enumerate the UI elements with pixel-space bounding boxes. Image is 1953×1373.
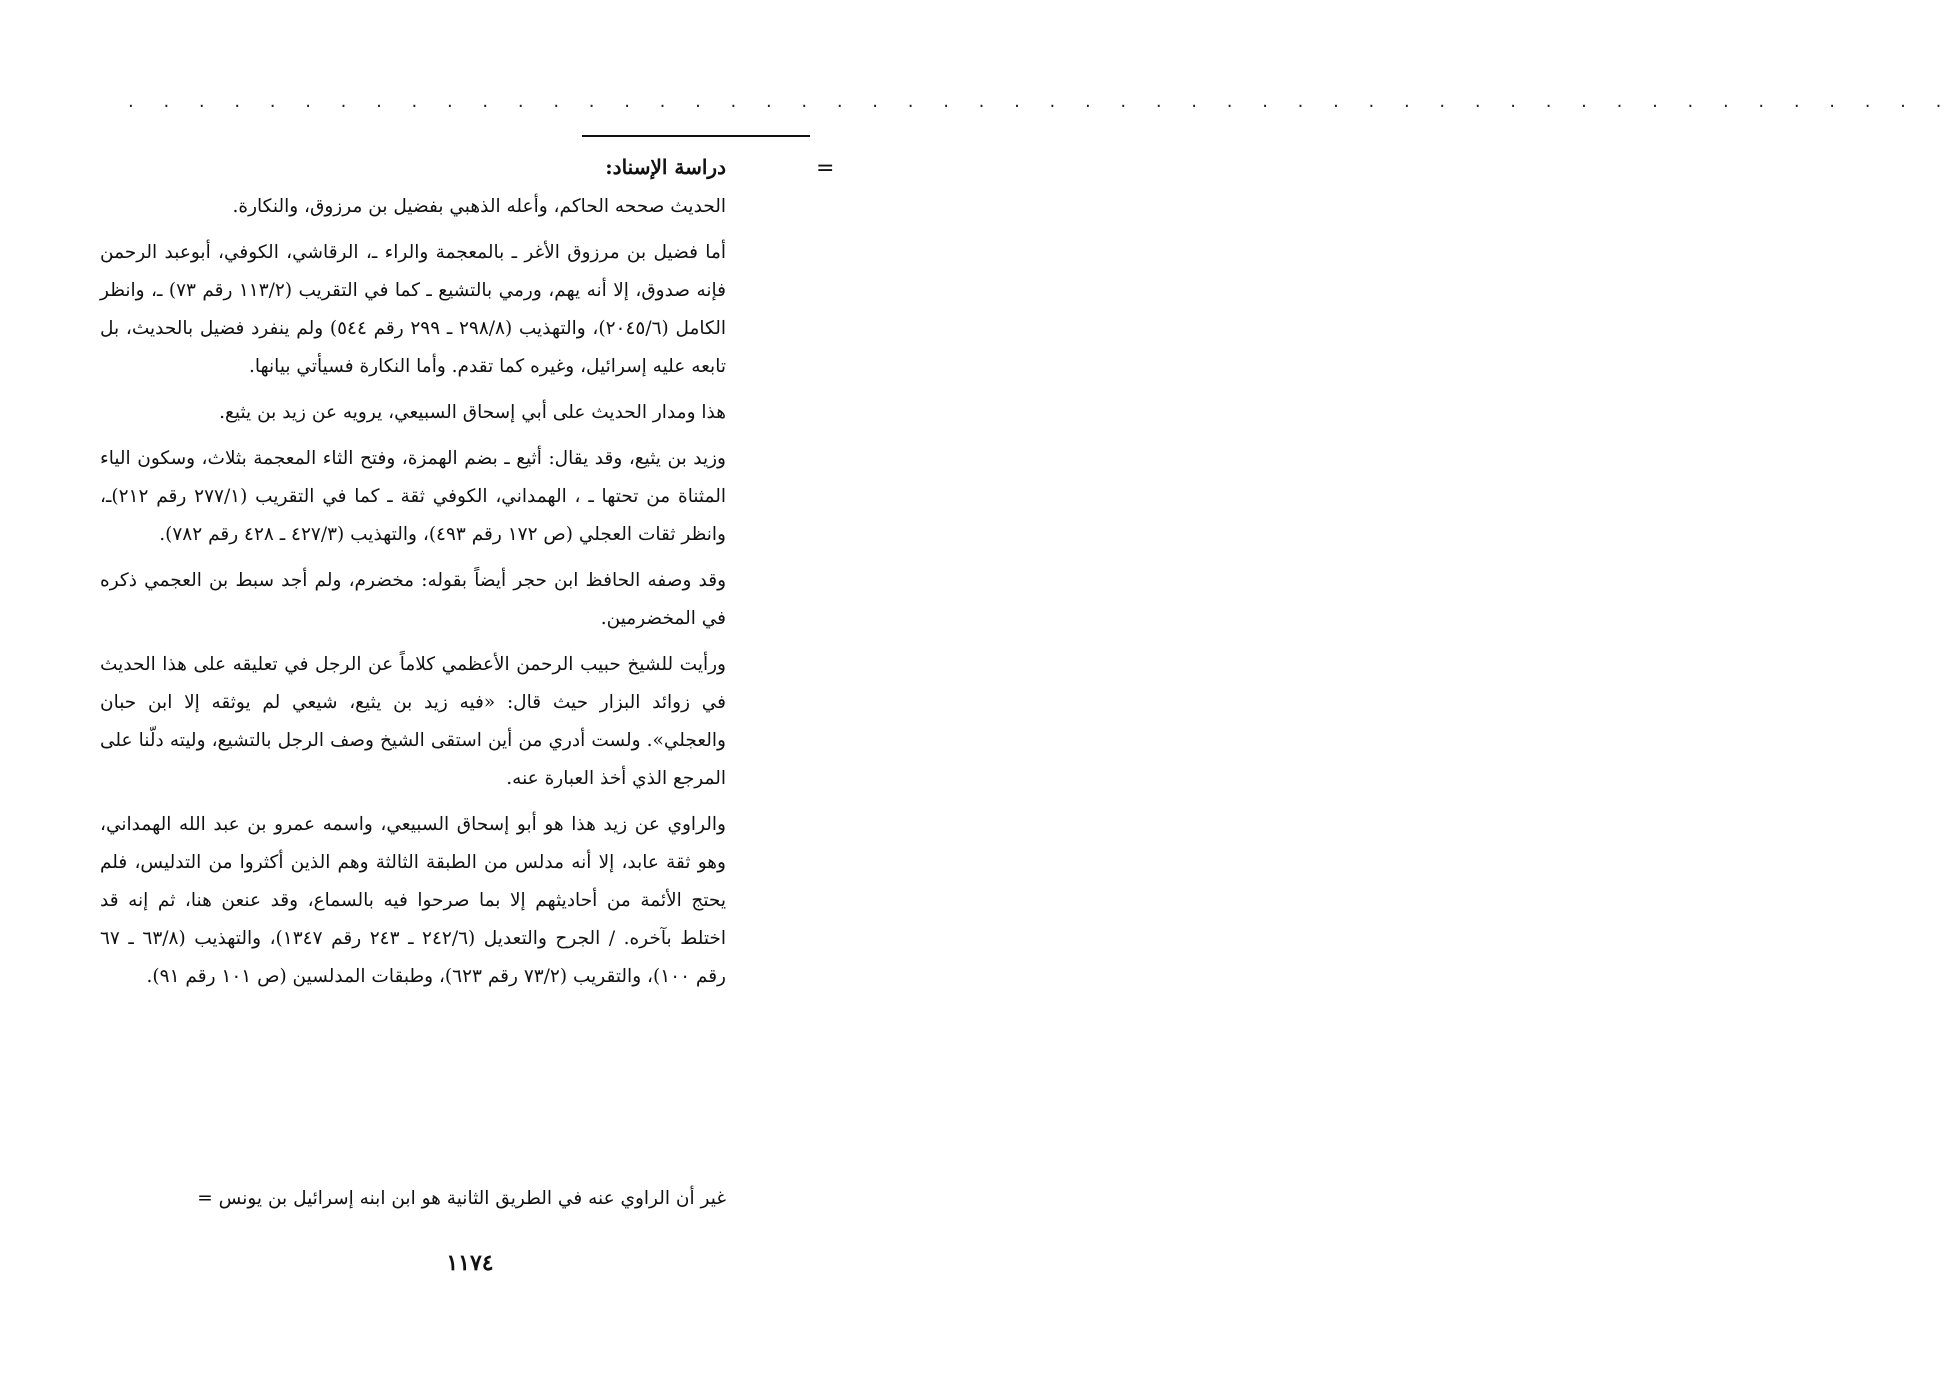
paragraph-2: أما فضيل بن مرزوق الأغر ـ بالمعجمة والراء ـ، الرقاشي، الكوفي، أبوعبد الرحمن فإنه صدوق، إلا أنه يهم، ورمي بالتشيع ـ كما في التقريب (١١٣/٢ رقم ٧٣) ـ، وانظر الكامل (٢٠٤٥/٦)، والتهذيب (٢٩٨/٨ ـ ٢٩٩ رقم ٥٤٤) ولم ينفرد فضيل بالحديث، بل تابعه عليه إسرائيل، وغيره كما تقدم. وأما النكارة فسيأتي بيانها.: [100, 242, 727, 377]
paragraph-5: وقد وصفه الحافظ ابن حجر أيضاً بقوله: مخضرم، ولم أجد سبط بن العجمي ذكره في المخضرمين.: [100, 570, 726, 629]
paragraph-6: ورأيت للشيخ حبيب الرحمن الأعظمي كلاماً عن الرجل في تعليقه على هذا الحديث في زوائد البزار حيث قال: «فيه زيد بن يثيع، شيعي لم يوثقه إلا ابن حبان والعجلي». ولست أدري من أين استقى الشيخ وصف الرجل بالتشيع، وليته دلّنا على المرجع الذي أخذ العبارة عنه.: [100, 654, 726, 789]
section-heading: دراسة الإسناد:: [605, 155, 726, 179]
paragraph-3: هذا ومدار الحديث على أبي إسحاق السبيعي، يرويه عن زيد بن يثيع.: [219, 402, 726, 423]
paragraph-7: والراوي عن زيد هذا هو أبو إسحاق السبيعي، واسمه عمرو بن عبد الله الهمداني، وهو ثقة عابد، إلا أنه مدلس من الطبقة الثالثة وهم الذين أكثروا من التدليس، فلم يحتج الأئمة من أحاديثهم إلا بما صرحوا فيه بالسماع، وقد عنعن هنا، ثم إنه قد اختلط بآخره. / الجرح والتعديل (٢٤٢/٦ ـ ٢٤٣ رقم ١٣٤٧)، والتهذيب (٦٣/٨ ـ ٦٧ رقم ١٠٠)، والتقريب (٧٣/٢ رقم ٦٢٣)، وطبقات المدلسين (ص ١٠١ رقم ٩١).: [100, 814, 727, 987]
page-number: ١١٧٤: [446, 1250, 494, 1276]
continuation-line: غير أن الراوي عنه في الطريق الثانية هو ابن ابنه إسرائيل بن يونس =: [197, 1188, 726, 1209]
paragraph-1: الحديث صححه الحاكم، وأعله الذهبي بفضيل بن مرزوق، والنكارة.: [232, 196, 726, 217]
continuation-marker: =: [816, 156, 835, 181]
top-dotted-separator: . . . . . . . . . . . . . . . . . . . . . . . . . . . . . . . . . . . . . . . . . . . . . . . . . . . .: [128, 91, 1953, 112]
footnote-rule: [582, 135, 810, 137]
page-body: [100, 146, 726, 1004]
paragraph-4: وزيد بن يثيع، وقد يقال: أثيع ـ بضم الهمزة، وفتح الثاء المعجمة بثلاث، وسكون الياء المثناة من تحتها ـ ، الهمداني، الكوفي ثقة ـ كما في التقريب (٢٧٧/١ رقم ٢١٢)ـ، وانظر ثقات العجلي (ص ١٧٢ رقم ٤٩٣)، والتهذيب (٤٢٧/٣ ـ ٤٢٨ رقم ٧٨٢).: [100, 448, 726, 545]
